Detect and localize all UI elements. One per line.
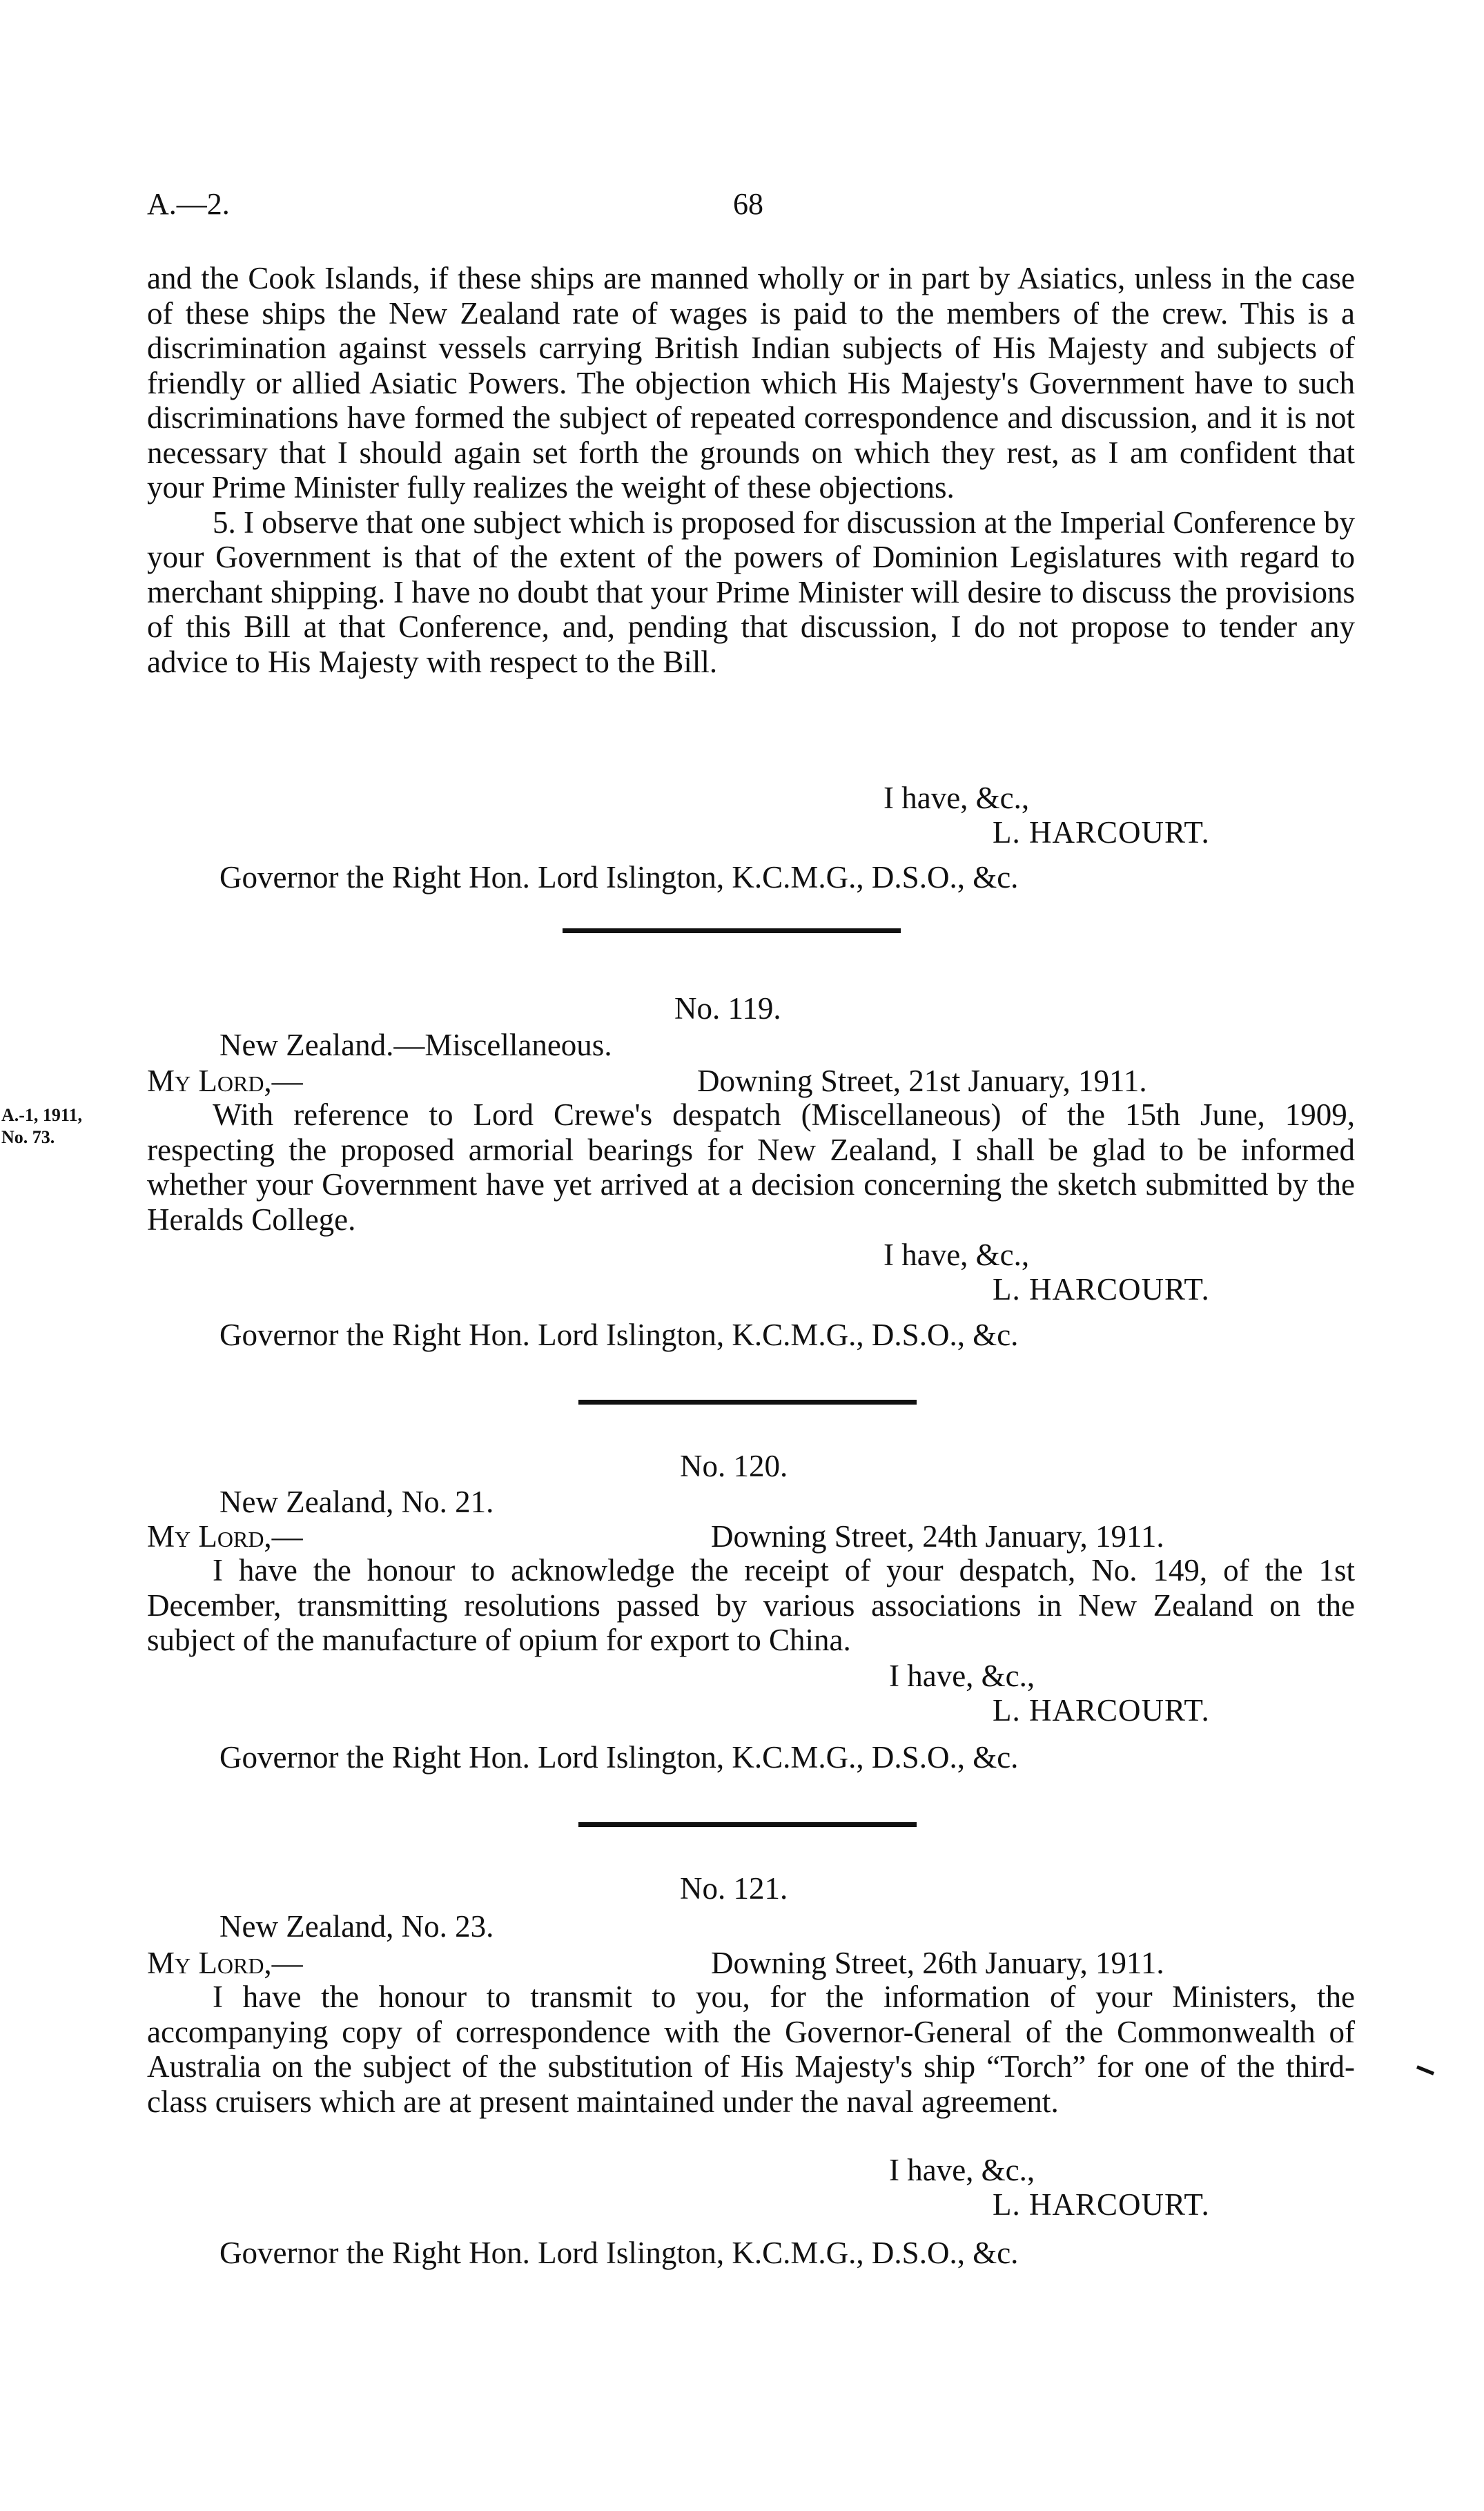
despatch-body: [147, 1553, 1355, 1658]
margin-reference: [1, 1104, 82, 1149]
signature: L. HARCOURT.: [993, 1693, 1210, 1728]
salutation: My Lord,—: [147, 1064, 303, 1098]
despatch-number: No. 120.: [680, 1449, 788, 1483]
margin-reference-line: A.-1, 1911,: [1, 1105, 82, 1125]
continuation-paragraph: and the Cook Islands, if these ships are manned wholly or in part by Asiatics, unless in the case of these ships the New Zealand rate of wages is paid to the members of the crew. This is a discrimination against vessels carrying British Indian subjects of His Majesty and subjects of friendly or allied Asiatic Powers. The objection which His Majesty's Government have to such discriminations have formed the subject of repeated correspondence and discussion, and it is not necessary that I should again set forth the grounds on which they rest, as I am confident that your Prime Minister fully realizes the weight of these objections.: [147, 261, 1355, 505]
closing: I have, &c.,: [889, 1659, 1035, 1693]
page-number: 68: [733, 187, 763, 221]
despatch-subject: New Zealand, No. 23.: [219, 1909, 494, 1944]
despatch-number: No. 119.: [674, 991, 781, 1026]
despatch-subject: New Zealand.—Miscellaneous.: [219, 1028, 612, 1062]
continuation-text: [147, 261, 1355, 679]
closing: I have, &c.,: [883, 781, 1030, 815]
section-rule: [563, 928, 901, 933]
despatch-number: No. 121.: [680, 1871, 788, 1906]
addressee: Governor the Right Hon. Lord Islington, K.C.M.G., D.S.O., &c.: [219, 1740, 1019, 1775]
dateline: Downing Street, 26th January, 1911.: [711, 1946, 1164, 1980]
despatch-subject: New Zealand, No. 21.: [219, 1485, 494, 1519]
header-reference: A.—2.: [147, 187, 230, 221]
signature: L. HARCOURT.: [993, 815, 1210, 850]
margin-mark: [1416, 2065, 1434, 2075]
section-rule: [578, 1400, 917, 1405]
addressee: Governor the Right Hon. Lord Islington, K.C.M.G., D.S.O., &c.: [219, 1318, 1019, 1352]
addressee: Governor the Right Hon. Lord Islington, K.C.M.G., D.S.O., &c.: [219, 860, 1019, 895]
addressee: Governor the Right Hon. Lord Islington, K.C.M.G., D.S.O., &c.: [219, 2236, 1019, 2270]
margin-reference-line: No. 73.: [1, 1127, 55, 1147]
signature: L. HARCOURT.: [993, 1272, 1210, 1307]
salutation: My Lord,—: [147, 1946, 303, 1980]
continuation-paragraph: 5. I observe that one subject which is proposed for discussion at the Imperial Conference by your Government is that of the extent of the powers of Dominion Legislatures with regard to merchant shipping. I have no doubt that your Prime Minister will desire to discuss the provisions of this Bill at that Conference, and, pending that discussion, I do not propose to tender any advice to His Majesty with respect to the Bill.: [147, 505, 1355, 679]
salutation: My Lord,—: [147, 1519, 303, 1554]
despatch-body: [147, 1980, 1355, 2119]
despatch-paragraph: I have the honour to transmit to you, for the information of your Ministers, the accompanying copy of correspondence with the Governor-General of the Commonwealth of Australia on the subject of the substitution of His Majesty's ship “Torch” for one of the third-class cruisers which are at present maintained under the naval agreement.: [147, 1980, 1355, 2119]
signature: L. HARCOURT.: [993, 2187, 1210, 2222]
despatch-body: [147, 1097, 1355, 1237]
despatch-paragraph: I have the honour to acknowledge the receipt of your despatch, No. 149, of the 1st December, transmitting resolutions passed by various associations in New Zealand on the subject of the manufacture of opium for export to China.: [147, 1553, 1355, 1657]
despatch-paragraph: With reference to Lord Crewe's despatch (Miscellaneous) of the 15th June, 1909, respecting the proposed armorial bearings for New Zealand, I shall be glad to be informed whether your Government have yet arrived at a decision concerning the sketch submitted by the Heralds College.: [147, 1097, 1355, 1237]
section-rule: [578, 1822, 917, 1827]
closing: I have, &c.,: [889, 2153, 1035, 2187]
closing: I have, &c.,: [883, 1238, 1030, 1272]
dateline: Downing Street, 24th January, 1911.: [711, 1519, 1164, 1554]
dateline: Downing Street, 21st January, 1911.: [697, 1064, 1147, 1098]
